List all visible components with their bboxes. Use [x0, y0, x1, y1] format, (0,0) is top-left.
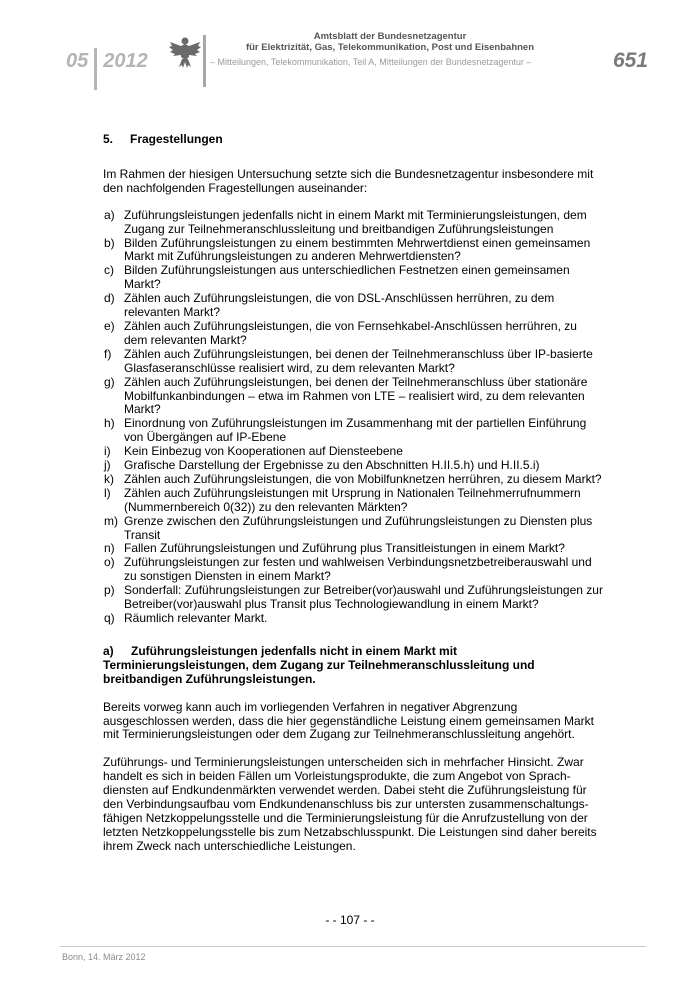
journal-title-line1: Amtsblatt der Bundesnetzagentur — [313, 31, 467, 42]
list-marker: j) — [104, 458, 111, 473]
section-number: 5. — [103, 132, 114, 146]
section-intro: Im Rahmen der hiesigen Untersuchung setzte sich die Bundesnetzagentur insbesondere mit den nachfolgenden Fragestellungen auseinander: — [103, 166, 594, 195]
list-marker: q) — [104, 611, 115, 625]
footer-date: Bonn, 14. März 2012 — [62, 952, 146, 962]
list-text: Bilden Zuführungsleistungen aus unterschiedlichen Festnetzen einen gemeinsamen Markt? — [124, 263, 570, 292]
journal-title — [210, 31, 570, 53]
list-item — [103, 264, 603, 292]
list-item — [103, 542, 603, 556]
list-text: Fallen Zuführungsleistungen und Zuführung plus Transitleistungen in einem Markt? — [124, 541, 565, 556]
issue-separator — [94, 48, 97, 90]
paragraph-2: Zuführungs- und Terminierungsleistungen unterscheiden sich in mehrfacher Hinsicht. Zwar handelt es sich in beiden Fällen um Vorleistungsprodukte, die zum Angebot von Sprach-diensten auf Endkundenmärkten verwendet werden. Dabei steht die Zuführungsleistung für den Verbindungsaufbau vom Endkundenanschluss bis zur untersten zusammenschaltungs-fähigen Netzkoppelungsstelle und die Terminierungsleistung für die Anrufzustellung von der letzten Netzkoppelungsstelle bis zum Netzabschlusspunkt. Die Leistungen sind daher bereits ihrem Zweck nach unterschiedliche Leistungen. — [103, 755, 597, 853]
list-text: Grafische Darstellung der Ergebnisse zu den Abschnitten H.II.5.h) und H.II.5.i) — [124, 458, 540, 473]
list-marker: c) — [104, 263, 114, 278]
list-marker: g) — [104, 374, 115, 389]
list-item — [103, 515, 603, 543]
list-text: Zuführungsleistungen jedenfalls nicht in einem Markt mit Terminierungsleistungen, dem Zugang zur Teilnehmeranschlussleitung und breitbandigen Zuführungsleistungen — [124, 207, 587, 236]
list-marker: l) — [104, 485, 111, 500]
list-item — [103, 487, 603, 515]
journal-subtitle: – Mitteilungen, Telekommunikation, Teil A, Mitteilungen der Bundesnetzagentur – — [210, 57, 532, 67]
list-item — [103, 473, 603, 487]
list-item — [103, 209, 603, 237]
list-item — [103, 417, 603, 445]
subsection-marker: a) — [103, 643, 114, 658]
list-marker: b) — [104, 235, 115, 250]
list-item — [103, 459, 603, 473]
list-text: Zählen auch Zuführungsleistungen mit Ursprung in Nationalen Teilnehmerrufnummern (Nummernbereich 0(32)) zu den relevanten Märkten? — [124, 485, 581, 514]
list-marker: o) — [104, 555, 115, 570]
header-divider — [203, 35, 206, 87]
list-marker: n) — [104, 541, 115, 556]
list-item — [103, 612, 603, 626]
list-text: Grenze zwischen den Zuführungsleistungen und Zuführungsleistungen zu Diensten plus Transit — [124, 513, 593, 542]
list-text: Zählen auch Zuführungsleistungen, bei denen der Teilnehmeranschluss über IP-basierte Glasfaseranschlüsse realisiert wird, zu dem relevanten Markt? — [124, 346, 593, 375]
subsection-heading — [103, 645, 603, 687]
section-title: Fragestellungen — [130, 132, 223, 146]
issue-year: 2012 — [103, 50, 148, 72]
list-item — [103, 584, 603, 612]
list-text: Zählen auch Zuführungsleistungen, die von DSL-Anschlüssen herrühren, zu dem relevanten Markt? — [124, 291, 555, 320]
page-number: 651 — [612, 49, 648, 72]
list-text: Zuführungsleistungen zur festen und wahlweisen Verbindungsnetzbetreiberauswahl und zu sonstigen Diensten in einem Markt? — [124, 555, 592, 584]
federal-eagle-icon — [168, 33, 202, 69]
list-text: Sonderfall: Zuführungsleistungen zur Betreiber(vor)auswahl und Zuführungsleistungen zur Betreiber(vor)auswahl plus Transit plus Technologiewandlung in einem Markt? — [124, 583, 603, 612]
list-text: Einordnung von Zuführungsleistungen im Zusammenhang mit der partiellen Einführung von Übergängen auf IP-Ebene — [124, 416, 587, 445]
list-marker: h) — [104, 416, 115, 431]
list-marker: i) — [104, 444, 111, 459]
list-item — [103, 445, 603, 459]
list-item — [103, 348, 603, 376]
list-text: Zählen auch Zuführungsleistungen, bei denen der Teilnehmeranschluss über stationäre Mobilfunkanbindungen – etwa im Rahmen von LTE – realisiert wird, zu dem relevanten Markt? — [124, 374, 588, 417]
subsection-title: Zuführungsleistungen jedenfalls nicht in einem Markt mit Terminierungsleistungen, dem Zugang zur Teilnehmeranschlussleitung und breitbandigen Zuführungsleistungen. — [103, 643, 535, 686]
list-marker: e) — [104, 318, 115, 333]
paragraph-1: Bereits vorweg kann auch im vorliegenden Verfahren in negativer Abgrenzung ausgeschlossen werden, dass die hier gegenständliche Leistung einem gemeinsamen Markt mit Terminierungsleistungen oder dem Zugang zur Teilnehmeranschlussleitung angehört. — [103, 699, 594, 742]
section-heading — [103, 133, 603, 147]
list-item — [103, 376, 603, 418]
list-text: Zählen auch Zuführungsleistungen, die von Mobilfunknetzen herrühren, zu diesem Markt? — [124, 471, 602, 486]
footer-divider — [60, 946, 646, 947]
list-marker: m) — [104, 513, 118, 528]
question-list — [103, 209, 603, 626]
list-marker: k) — [104, 471, 114, 486]
document-body — [103, 133, 603, 868]
list-item — [103, 320, 603, 348]
list-marker: d) — [104, 291, 115, 306]
footer-page-label: - - 107 - - — [325, 913, 375, 927]
list-marker: f) — [104, 346, 112, 361]
list-text: Bilden Zuführungsleistungen zu einem bestimmten Mehrwertdienst einen gemeinsamen Markt mit Zuführungsleistungen zu anderen Mehrwertdiensten? — [124, 235, 591, 264]
list-text: Zählen auch Zuführungsleistungen, die von Fernsehkabel-Anschlüssen herrühren, zu dem relevanten Markt? — [124, 318, 577, 347]
list-marker: a) — [104, 207, 115, 222]
list-item — [103, 292, 603, 320]
journal-title-line2: für Elektrizität, Gas, Telekommunikation, Post und Eisenbahnen — [245, 42, 535, 53]
list-item — [103, 237, 603, 265]
list-marker: p) — [104, 583, 115, 598]
list-text: Räumlich relevanter Markt. — [124, 611, 268, 625]
list-text: Kein Einbezug von Kooperationen auf Diensteebene — [124, 444, 403, 459]
list-item — [103, 556, 603, 584]
issue-number — [66, 50, 148, 90]
issue-number-value: 05 — [66, 50, 89, 72]
